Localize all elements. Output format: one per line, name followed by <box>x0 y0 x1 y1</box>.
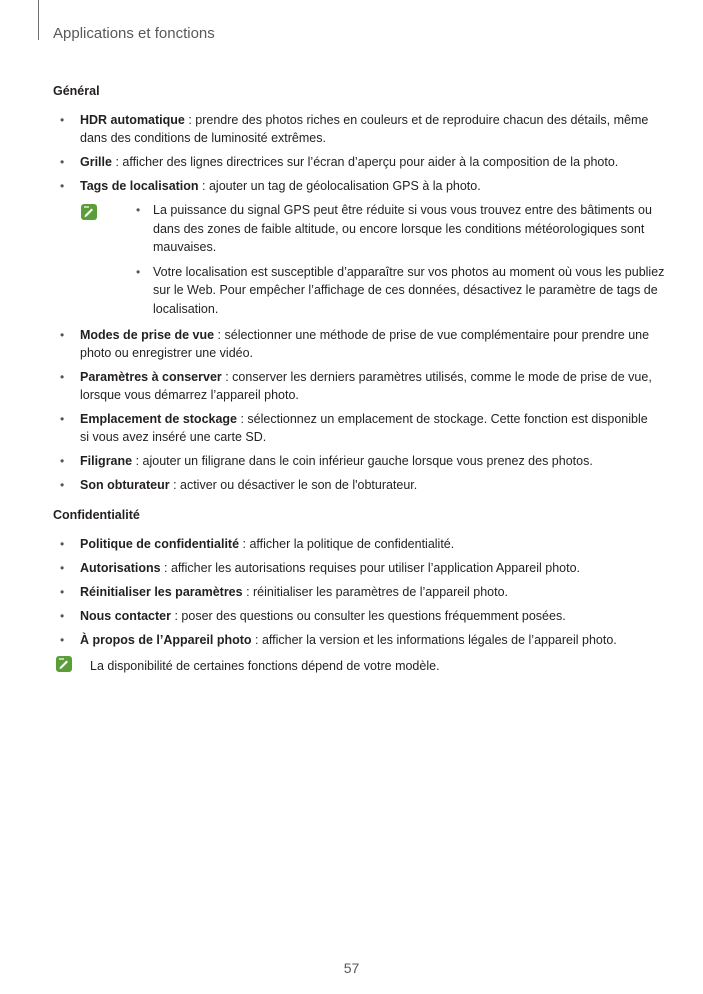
header-divider <box>38 0 39 40</box>
bullet: • <box>60 155 65 169</box>
general-list <box>53 111 665 500</box>
bullet: • <box>60 609 65 623</box>
bullet: • <box>60 585 65 599</box>
bullet: • <box>136 264 141 279</box>
note-box <box>53 201 665 318</box>
item-desc: : prendre des photos riches en couleurs et de reproduire chacun des détails, même dans des conditions de luminosité extrêmes. <box>80 113 649 145</box>
section-heading-general: Général <box>53 84 100 98</box>
bullet: • <box>60 478 65 492</box>
bullet: • <box>60 179 65 193</box>
list-item <box>53 583 653 601</box>
list-item <box>53 476 653 494</box>
bullet: • <box>136 203 141 217</box>
item-term: Son obturateur <box>80 478 170 492</box>
item-desc: : réinitialiser les paramètres de l’appareil photo. <box>242 585 509 599</box>
list-item <box>53 111 653 147</box>
list-item <box>53 153 653 171</box>
item-desc: : afficher la politique de confidentialité. <box>239 537 455 551</box>
item-term: Modes de prise de vue <box>80 328 215 342</box>
item-desc: : ajouter un filigrane dans le coin inférieur gauche lorsque vous prenez des photos. <box>132 454 593 468</box>
list-item <box>53 177 653 195</box>
bullet: • <box>60 370 65 384</box>
item-term: Filigrane <box>80 454 133 468</box>
item-term: Autorisations <box>80 561 161 575</box>
item-desc: : afficher la version et les informations légales de l’appareil photo. <box>251 633 617 647</box>
list-item <box>53 631 653 649</box>
bullet: • <box>60 633 65 647</box>
item-desc: : conserver les derniers paramètres utilisés, comme le mode de prise de vue, lorsque vous démarrez l’appareil photo. <box>80 370 652 402</box>
item-desc: : ajouter un tag de géolocalisation GPS à la photo. <box>198 179 481 193</box>
list-item <box>53 410 653 446</box>
note-bullet <box>133 201 673 257</box>
item-term: Paramètres à conserver <box>80 370 222 384</box>
list-item <box>53 535 653 553</box>
item-term: Nous contacter <box>80 609 171 623</box>
item-term: HDR automatique <box>80 113 185 127</box>
page-header: Applications et fonctions <box>53 25 215 42</box>
bullet: • <box>60 561 65 575</box>
bullet: • <box>60 454 65 468</box>
item-desc: : activer ou désactiver le son de l'obturateur. <box>169 478 418 492</box>
list-item <box>53 368 653 404</box>
item-term: Politique de confidentialité <box>80 537 240 551</box>
bullet: • <box>60 113 65 127</box>
item-term: Tags de localisation <box>80 179 199 193</box>
list-item <box>53 559 653 577</box>
note-text: Votre localisation est susceptible d’apparaître sur vos photos au moment où vous les publiez sur le Web. Pour empêcher l’affichage de ces données, désactivez le paramètre de tags de localisation. <box>153 264 665 316</box>
item-desc: : poser des questions ou consulter les questions fréquemment posées. <box>171 609 566 623</box>
bullet: • <box>60 537 65 551</box>
bullet: • <box>60 328 65 342</box>
privacy-list <box>53 535 653 655</box>
item-desc: : sélectionnez un emplacement de stockage. Cette fonction est disponible si vous avez inséré une carte SD. <box>80 412 648 444</box>
list-item <box>53 607 653 625</box>
page-number: 57 <box>343 960 360 976</box>
item-term: Grille <box>80 155 112 169</box>
list-item <box>53 452 653 470</box>
section-heading-privacy: Confidentialité <box>53 508 140 522</box>
list-item <box>53 326 653 362</box>
item-desc: : afficher les autorisations requises pour utiliser l’application Appareil photo. <box>160 561 581 575</box>
item-term: Réinitialiser les paramètres <box>80 585 243 599</box>
item-term: À propos de l’Appareil photo <box>80 633 252 647</box>
note-pencil-icon <box>55 655 73 673</box>
bottom-note-text: La disponibilité de certaines fonctions dépend de votre modèle. <box>90 659 440 673</box>
bullet: • <box>60 412 65 426</box>
note-pencil-icon <box>80 203 98 221</box>
item-desc: : afficher des lignes directrices sur l’écran d’aperçu pour aider à la composition de la photo. <box>111 155 619 169</box>
note-text: La puissance du signal GPS peut être réduite si vous vous trouvez entre des bâtiments ou dans des zones de faible altitude, ou encore lorsque les conditions météorologiques sont mauvaises. <box>153 203 652 254</box>
note-bullet <box>133 263 673 319</box>
item-term: Emplacement de stockage <box>80 412 238 426</box>
item-desc: : sélectionner une méthode de prise de vue complémentaire pour prendre une photo ou enregistrer une vidéo. <box>80 328 650 360</box>
